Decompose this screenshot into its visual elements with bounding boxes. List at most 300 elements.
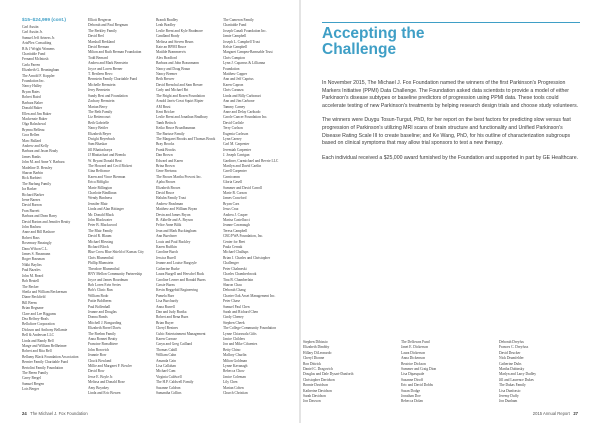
donor-name: Milton and Ruth Berman Foundation [88,50,142,55]
donor-name: Linda and Alan Bittinger [88,207,124,212]
donor-name: Lynne Kavanagh [223,364,248,368]
donor-name: Tamb Bettsch [156,120,176,125]
donor-name: Joseph L. Campbell Trust [223,39,260,44]
donor-name: Lisa Burchardy [156,299,179,304]
donor-name: Anna Bonnet Beatty [88,336,118,341]
donor-name: Beth Gabrielle [88,120,110,125]
donor-name: Milton Goldman [223,358,248,363]
donor-name: Bellafiore Corporation [22,322,55,327]
donor-name: Thomas Cahill [156,347,178,352]
donor-name: Wendy Bindness [88,196,113,201]
sidebar-rule [322,22,580,23]
donor-name: Barbara and Jason Brady [22,149,59,154]
donor-name: Paul Bazzles [22,268,41,273]
donor-name: Lynne Chiaravala Gifts [223,331,257,336]
donor-name: Joyce and James Boardman [88,277,128,282]
donor-name: The Arnold F. Koppler [22,73,55,78]
donor-name: Peter Chalmeski [223,266,247,271]
donor-level-heading: $15–$24,999 (cont.) [22,18,66,23]
donor-name: Kelsie Campbell [223,45,248,50]
donor-name: Barbara Baker [22,100,43,105]
donor-name: Donna Bonds [88,315,108,320]
left-page-number: 24 [22,411,27,416]
donor-name: Dickson and Anthony Bellamie [22,327,68,332]
donor-name: Chris Blumenthal [88,255,114,260]
donor-name: Kevin Beggebid Engineering [156,288,198,293]
donor-name: Jamie Campbell [223,34,247,39]
donor-name: Terry Carlson [223,126,243,131]
donor-name: Church Christian [223,391,248,396]
donor-name: Ann Buechner [156,234,177,239]
sidebar-title-line-1: Accepting the [322,25,425,42]
donor-name: Bryan Bates [22,89,40,94]
donor-name: Challenger [223,261,239,266]
donor-name: Dwight Beyerbach [88,136,116,141]
donor-name: Jon and Mike Cifuentes [223,342,258,347]
donor-name: Cubic Entertainment Management [156,331,206,336]
donor-name: Jeremiah Carpenter [223,147,252,152]
donor-name: David R. Blaum [88,234,112,239]
donor-name: Theodore Blumenthal [88,266,120,271]
donor-name: Douglas and Dale Dysart-Danforth [303,372,354,377]
donor-name: Paula Cernak [223,245,243,250]
donor-name: Cora Bellen [22,133,40,138]
sidebar-paragraph: The winners were Duygu Tosun-Turgut, PhD, for her report on the best factors for predicting slow versus fast progression of Parkinson's utilizing MRI scans of brain structure and functionality and Unified Parkinson's Disease Rating Scale III to create baseline; and Ke Wang, PhD, for his outline of characterization subgroups based on clinical symptoms that may allow trial sponsors to test a new therapy. [322,117,571,147]
donor-name: James Crawford [223,196,247,201]
donor-name: Margaret Campea-Barnsable Trust [223,50,273,55]
donor-name: Tina B. Chamberlain [223,277,254,282]
donor-name: Nick Drumfelder [499,356,524,361]
donor-name: Melissa and Steven Bruns [156,39,194,44]
donor-name: Brina Brown [156,163,175,168]
donor-name: Marc Ballard [22,138,42,143]
donor-name: Janice Coleman [223,374,246,379]
donor-name: David Bow [88,369,105,374]
donor-name: Anna Burrell [156,304,175,309]
donor-name: The Dellowns Fund [401,340,430,344]
donor-name: The Barfang Family [22,181,52,186]
donor-name: Jeremy Duffy [499,394,519,399]
donor-name: Olga Balashoval [22,122,46,127]
donor-name: J. Joseph Carrigan [223,153,250,158]
donor-name: Sharon Chau [223,282,242,287]
donor-name: Karen Carruse [156,336,177,341]
donor-name: Peter B. Blackwood [88,223,117,228]
donor-name: Elizabeth Beyer [88,131,112,136]
donor-name: Eugenia Carlsson [223,131,249,136]
donor-name: Kent Bricker [156,109,175,114]
donor-name: Jesse E. Boyle Jr. [88,374,114,379]
donor-name: Joseph Canali Foundation Inc. [223,28,267,33]
donor-name: Blue Cross Blue Shield of Kansas City [88,250,144,255]
donor-name: Louis and Paul Buckley [156,239,191,244]
donor-name: Christopher Davidson [303,377,335,382]
donor-name: W. Bryant Donald Beat [88,158,122,163]
donor-name: Matilde Brammervis [156,50,186,55]
donor-name: John Borovich [88,347,110,352]
donor-name: Jerry Bernstein [88,88,110,93]
donor-name: Rebecca Chow [223,369,245,374]
donor-name: Tammy Carney [223,104,246,109]
donor-name: Barbara and Dean Barry [22,214,58,219]
donor-names [88,18,148,396]
donor-name: Melissa and Donald Bose [88,380,125,385]
donor-name: Janice Childers [223,336,246,341]
donor-name: Chris Caranza [223,88,244,93]
donor-name: Mallory Churlin [223,353,247,358]
donor-name: BNY Mellon Community Partnership [88,272,143,277]
donor-name: Stephen Cheek [223,320,245,325]
donor-name: Rosemary Bassingly [22,241,52,246]
donor-name: Matthew and William Bryan [156,207,198,212]
donor-name: Deborah Chang [223,288,246,293]
donor-name: B. Akbelle and A. Bryson [156,218,193,223]
donor-name: Jeanne Cavanaugh [223,223,250,228]
donor-name: The Berkley Family [88,28,117,33]
donor-names [499,340,583,405]
donor-name: Foundation Inc. [22,79,45,84]
donor-name: Jeanne and Douglas [88,309,117,314]
donor-name: Marshall Berkland [88,39,115,44]
donor-name: Elizabeth Dimbby [303,345,330,350]
donor-name: Hillary DiLeonardo [303,350,332,355]
donor-name: Leslie Brent and Kyle Bradmore [156,28,203,33]
donor-name: Barbara and John Braunmann [156,61,199,66]
donor-name: John Bashaw [22,225,42,230]
donor-name: Amanda Cain [156,358,176,363]
donor-name: Carnicomm [223,174,240,179]
donor-name: AM Brust [156,104,171,109]
donor-name: Charles Chamberbrook [223,272,257,277]
donor-name: Robert Baird [22,95,41,100]
donor-name: Laura Dickerson [401,350,426,355]
donor-name: Betty Chino [223,347,241,352]
donor-name: Nancy and Doug Braun [156,66,191,71]
donor-name: Ajaba Brown [156,180,176,185]
donor-name: Anna Dickenson [401,356,426,361]
donor-name: B & J Wright Womens [22,46,55,51]
donor-name: Katherine Davidson [303,388,332,393]
donor-name: Fernand McIntosh [22,57,49,62]
donor-name: Marge and William Bellheimer [22,343,67,348]
donor-name: Ron Dittrick [303,361,322,366]
donor-name: David Berman [88,45,110,50]
donor-name: Carole Cancer Foundation Inc. [223,115,268,120]
donor-name: James Banks [22,154,41,159]
donor-name: Carell Carpenter [223,169,247,174]
donor-name: Erica Biffiglio [88,180,109,185]
donor-name: Carly and Michael Bri [156,88,189,93]
donor-names [303,340,393,405]
donor-name: The Becker [22,284,39,289]
donor-name: Bernstein Family Charitable Fund [88,77,138,82]
donor-name: Mr. Donald Black [88,212,114,217]
donor-names [156,18,218,396]
donor-name: David Brenchal and Sam Breuer [156,82,203,87]
donor-name: Nancy Bremer [156,72,178,77]
donor-name: Karen Buffkin [156,245,177,250]
donor-name: Frances C. Dreyfuss [499,345,529,350]
donor-name: Sarah Davidson [303,394,326,399]
donor-name: Bryan Cars [223,201,240,206]
donor-name: Deborah and Paul Bergman [88,23,128,28]
donor-name: T. Bertleen Bevo [88,72,113,77]
donor-name: Cheryl Bezines [156,326,179,331]
donor-name: Lynn J. Caparrus & Lillianna [223,61,266,66]
donor-name: Alex Bradford [156,55,177,60]
sidebar-paragraph: In November 2015, The Michael J. Fox Foundation named the winners of the first Parkinson's Progression Markers Initiative (PPMI) Data Challenge. The Foundation asked data scientists to provide a model of either Parkinson's disease subtypes or baseline predictors of progression using PPMI data. These tools could accelerate testing of new Parkinson's treatments by helping research design trials and choose study volunteers. [322,80,579,109]
donor-name: Brian Begnane [22,306,44,311]
donor-name: Carl Austin [22,25,39,29]
donor-name: Michael Blessing [88,239,114,244]
donor-names [401,340,491,405]
donor-name: Carla Parren [22,62,41,67]
donor-name: Kate an BPMI Bruce [156,45,187,50]
donor-name: Brian J. Charles and Christopher [223,255,271,260]
donor-name: The Bright and Rosen Foundation [156,93,205,98]
donor-name: Frank Brooks [156,147,176,152]
donor-name: Karen Capron [223,82,244,87]
donor-name: Michael Challups [223,250,249,255]
donor-name: Peter Chase [223,299,241,304]
donor-name: Devin and James Bryon [156,212,191,217]
donor-name: Foundation [223,66,240,71]
donor-name: Elizabeth Borrel Davis [88,326,121,331]
donor-name: Carl M. Carpenter [223,142,250,147]
donor-name: Bray Brooks [156,142,175,147]
donor-name: The Bartuse Family [156,131,185,136]
donor-name: The Dukas Family [499,383,526,388]
donor-name: Cindy Cheney [223,315,244,320]
donor-name: Bob's Clinic Run [88,288,113,293]
donor-name: Ann and Jim Carbone [223,99,255,104]
donor-name: David Drucker [499,350,521,355]
donor-name: Caroline Burch [156,250,179,255]
donor-name: John M. and Anne Y. Barbara [22,160,65,165]
donor-name: Leslie Brent and Jonathan Bradbury [156,115,208,120]
donor-name: Eric and David Dobbs [401,383,434,388]
donor-name: Martha Dubinsky [499,367,525,372]
donor-name: Samuel Bergen [22,381,44,386]
donor-name: Bill Beem [22,300,37,305]
donor-name: Chris Campion [223,55,245,60]
donor-name: Sharon Barbin [22,170,43,175]
bottom-column-2 [401,340,491,405]
donor-name: Catherine Dubs [499,361,522,366]
donor-name: Lisa Callahan [156,364,176,368]
donor-name: Mackenzie Baker [22,116,48,121]
donor-name: Joyce and Loren Berner [88,66,123,71]
donor-name: Marilyn and David Cartlin [223,163,262,168]
donor-name: Robert and Rita Bell [22,349,52,354]
donor-name: David Barton and Jennifer Beatty [22,219,71,224]
donor-name: Marian Berry [88,104,108,109]
donor-name: Ira Barker [22,187,37,192]
donor-name: Anne and Bill Bashore [22,230,55,235]
donor-name: Lois Berger [22,387,40,392]
donor-name: Jesus Cruz [223,207,239,212]
donor-name: Richard Barker [22,192,45,197]
donor-name: Bertolini Family Foundation [22,365,64,370]
sidebar-title-line-2: Challenge [322,41,397,58]
donor-name: David Berl [88,34,104,39]
donor-name: Deborah Dreyfus [499,340,524,344]
donor-name: Linda and Randy Bell [22,338,54,343]
donor-name: James S. Bassmann [22,252,51,257]
donor-name: Karen and Vince Bierman [88,174,126,179]
donor-name: The Cameron Family [223,18,254,22]
donor-name: Jonathan Doe [401,394,421,399]
donor-name: The Brown Martha Provost Inc. [156,174,202,179]
donor-name: Samantha Collins [156,391,182,396]
donor-name: Haluhn Family Trust [156,196,186,201]
donor-name: Bob Beatell [22,279,40,284]
donor-name: Richard Block [88,245,109,250]
donor-name: CBC/FWA Foundation, Inc. [223,234,264,239]
bottom-donor-columns [303,340,583,408]
donor-name: Cassie Burns [156,282,175,287]
donor-name: The H.P. Caldwell Family [156,380,194,385]
donor-name: Robert Bass [22,235,40,240]
donor-name: Pattie Boldberm [88,299,112,304]
donor-name: Zachary Bernstein [88,99,115,104]
donor-name: Michelle Bernstein [88,82,116,87]
right-running-title: 2015 Annual Report [532,411,570,416]
donor-name: Caryn and Greg Cailland [156,342,193,347]
donor-name: Leah Bradley [156,23,176,28]
donor-name: Phillip Blumstein [88,261,114,266]
donor-name: Jeannie Borr [88,353,107,358]
donor-name: William Bodo [88,293,109,298]
donor-name: Charitable Fund [22,52,46,57]
donor-name: Todd Bernard [88,55,108,60]
donor-name: Gloria Casell [223,180,243,185]
donor-name: Roger Bassman [22,257,45,262]
sidebar-body [322,80,580,169]
donor-name: Jean and Mark Buckingham [156,228,197,233]
donor-name: Beatrice Dickson [401,361,426,366]
donor-name: Rick Barbieri [22,176,42,181]
donor-name: Marian Cohen [223,385,244,390]
footer-left [22,411,88,416]
donor-name: Carey Bergel [22,376,41,381]
donor-name: John Blackwater [88,218,113,223]
donor-column-2 [88,18,148,396]
donor-name: Janet E. Dickerson [401,345,429,350]
donor-name: Edward and Karen [156,158,183,163]
donor-name: Virginia Caldwell [156,374,182,379]
donor-name: The Howard and Cecil Bickert [88,163,133,168]
bottom-column-1 [303,340,393,405]
donor-name: Donald Baker [22,106,43,111]
donor-name: The Margaret Brooks and Thomas Brook [156,136,216,141]
donor-names [223,18,285,396]
donor-name: Sandy Best and Foundation [88,93,128,98]
donor-name: Jennifer Blair [88,201,108,206]
donor-name: Bernier Family Charitable Fund [22,360,69,365]
donor-name: Elliott Bergeron [88,18,112,22]
donor-name: Charitable Fund [223,23,247,28]
donor-name: Felice Anne Bilik [156,223,182,228]
sidebar-title [322,26,424,58]
donor-name: Andrew and Kelly [22,143,49,148]
donor-name: Susan Dodge [401,388,421,393]
donor-name: Summer and David Carroll [223,185,263,190]
donor-column-1 [22,18,82,393]
donor-name: Center for Beet [223,239,246,244]
donor-name: Samuel Jeff Artness Jr. [22,35,55,40]
donor-name: Susanne Caldron [156,385,181,390]
donor-name: Samuel Paul Chen [223,304,250,309]
donor-name: Brandt Bradley [156,18,179,22]
right-page-number: 27 [573,411,578,416]
left-running-title: The Michael J. Fox Foundation [30,411,88,416]
donor-name: Marlyn and Larry Dudley [499,372,537,377]
donor-name: Liz Bettencourt [88,115,111,120]
donor-name: Charlotte Bindlinan [88,191,117,195]
donor-name: Cheryl Dionne [303,356,325,361]
donor-name: Nikki Bayliss [22,262,42,267]
donor-name: Gene Breisma [156,169,177,174]
donor-name: Laura Burgell and Herschel Buck [156,272,205,277]
donor-name: Linda and Eric Bowen [88,391,121,396]
donor-name: Candland Brady [156,34,180,39]
donor-name: Sarah and Richard Chen [223,309,259,314]
donor-name: Catherine Burke [156,266,180,271]
donor-name: Fran Barrett [22,208,40,213]
donor-name: Lisa Dunfrasio [499,388,521,393]
donor-name: Suzanne Diroff [401,377,423,382]
donor-name: Pamela Burr [156,293,175,298]
bottom-column-3 [499,340,583,405]
donor-name: Dea Belfrey-Beals [22,316,49,321]
donor-name: Diane Beckfield [22,295,46,300]
donor-name: Dan and Judy Burtka [156,309,187,314]
donor-name: Mitchell J. Bongarding [88,320,122,325]
donor-name: Jon Dawson [303,399,321,404]
accepting-the-challenge-sidebar [322,22,580,312]
donor-name: Robert and Rena Burn [156,315,189,320]
sidebar-paragraph: Each individual received a $25,000 award furnished by the Foundation and supported in part by GE Healthcare. [322,154,579,161]
donor-name: Lynn Carney [223,136,242,141]
donor-name: Nancy Halley [22,84,42,89]
donor-name: Jon Dunham [499,399,518,404]
donor-column-4 [223,18,285,396]
donor-name: Bell & Anderson LLC [22,333,55,338]
donor-name: Beth Brewer [156,77,175,82]
footer-right [533,411,578,416]
donor-name: Daniel C. Dragovich [303,367,333,372]
donor-name: Stephen Dibiasio [303,340,328,344]
donor-name: Chuck Bowland [88,358,112,363]
donor-name: Matthew Capper [223,72,248,77]
donor-name: Andrew Brashman [156,201,184,206]
donor-name: Amy Boynkey [88,385,110,390]
donor-name: Andrea and Mark Bernstein [88,61,129,66]
donor-name: Jeanne and Louise Burgoyle [156,261,197,266]
donor-name: Elizabeth G. Beuningham [22,68,60,73]
donor-name: Arnold Jarris-Creat Squirt Ripter [156,99,204,104]
donor-name: Michael Cam [156,369,176,374]
donor-name: Clare and Lee Biggums [22,311,57,316]
donor-name: Lily Chen [223,380,238,385]
donor-name: Marie Billington [88,185,113,190]
donor-name: Ellen and Jim Baker [22,111,52,116]
donor-name: Lisa Dipasquale [401,372,425,377]
donor-name: John M. Beard [22,273,44,278]
donor-name: Keiko Bruce Broadbauman [156,126,196,131]
donor-name: Bellamy Black Foundation Association [22,354,79,359]
